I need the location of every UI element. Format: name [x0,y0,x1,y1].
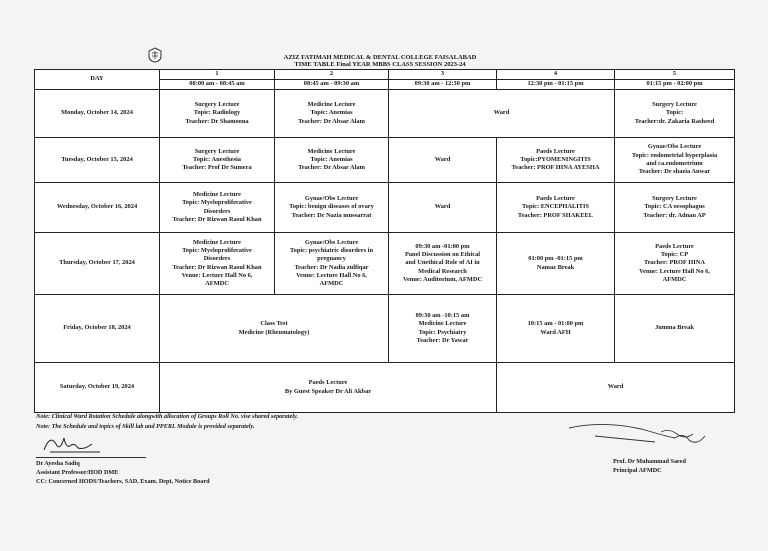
col-3-time: 09:30 am - 12:30 pm [389,80,497,90]
cell-line: Medicine (Rheumatology) [238,328,310,336]
cell-line: Panel Discussion on Ethical [404,251,481,258]
day-cell: Saturday, October 19, 2024 [35,363,160,413]
cell-line: Gynae/Obs Lecture [647,143,702,151]
cell-line: Jumma Break [655,324,694,332]
row-tuesday [35,138,735,183]
cell-line: Teacher: Dr Nazia mussarrat [291,211,372,219]
timetable-title: TIME TABLE Final YEAR MBBS CLASS SESSION 2023-24 [294,61,466,68]
schedule-cell [615,233,735,295]
schedule-cell [275,233,389,295]
cell-line: Paeds Lecture [536,147,575,155]
schedule-cell [615,138,735,183]
schedule-cell [389,233,497,295]
schedule-cell [497,183,615,233]
cell-line: Ward [493,109,510,117]
row-monday [35,90,735,138]
cell-line: Teacher: Dr Rizwan Rasul Khan [172,263,262,271]
timetable [34,69,735,413]
schedule-cell [160,295,389,363]
cell-line: Teacher: Prof Dr Sumera [182,164,252,172]
cell-line: Teacher: Dr Rizwan Rasul Khan [172,215,262,223]
cell-line: Topic: Psychiatry [418,328,467,336]
col-2-time: 08:45 am - 09:30 am [275,80,389,90]
cell-line: Ward [434,203,451,211]
schedule-cell [389,90,615,138]
cell-line: Namaz Break [536,263,575,271]
day-cell: Thursday, October 17, 2024 [35,233,160,295]
header-row-numbers [35,70,735,80]
col-5-number: 5 [615,70,735,80]
schedule-cell [615,90,735,138]
schedule-cell [389,138,497,183]
cell-line: Paeds Lecture [655,242,694,250]
cell-line: Disorders [203,255,231,263]
cell-line: AFMDC [205,280,229,288]
cell-line: Medicine Lecture [307,101,356,108]
cell-line: Topic: Anemias [310,155,353,163]
cell-line: Teacher:dr. Zakaria Rasheed [634,117,715,125]
cell-line: Topic: CP [660,251,689,258]
schedule-cell [275,138,389,183]
row-wednesday [35,183,735,233]
signer-name: Dr Ayesha Sadiq [36,460,80,467]
day-cell: Friday, October 18, 2024 [35,295,160,363]
row-thursday [35,233,735,295]
col-5-time: 01:15 pm - 02:00 pm [615,80,735,90]
cell-line: Medicine Lecture [307,147,356,155]
cell-line: AFMDC [319,280,344,288]
principal-designation: Principal AFMDC [613,467,662,474]
cell-line: Topic: Myeloproliferative [182,199,252,207]
cell-line: Topic: [665,109,684,117]
cell-line: By Guest Speaker Dr Ali Akbar [284,387,372,395]
footer-left [36,457,210,486]
schedule-cell [160,363,497,413]
cell-line: Topic: endometrial hyperplasia [631,151,718,159]
cell-line: Paeds Lecture [536,195,575,202]
cell-line: Topic: Myeloproliferative [182,246,252,254]
schedule-cell [497,233,615,295]
cell-line: Teacher: PROF HINA [644,259,705,267]
signature-line [36,457,146,458]
schedule-cell [160,183,275,233]
cell-line: Topic: Radiology [193,109,241,117]
schedule-cell [497,363,735,413]
schedule-cell [615,183,735,233]
schedule-cell [497,295,615,363]
col-3-number: 3 [389,70,497,80]
cell-line: and Unethical Role of AI in [405,259,480,267]
day-header: DAY [35,70,160,90]
signer-designation: Assistant Professor/HOD DME [36,469,119,476]
schedule-cell [160,138,275,183]
cell-line: Paeds Lecture [308,379,348,387]
schedule-cell [615,295,735,363]
cell-line: Ward [434,155,451,163]
col-4-number: 4 [497,70,615,80]
note-ward-rotation: Note: Clinical Ward Rotation Schedule alongwith allocation of Groups Roll No. vise shared separately. [36,413,299,420]
cell-line: Topic: ENCEPHALITIS [521,203,590,211]
cell-line: Topic: Anemias [310,109,353,117]
row-saturday [35,363,735,413]
cell-line: Ward [607,383,624,391]
cell-line: Venue: Lecture Hall No 6, [181,271,253,279]
cell-line: Medicine Lecture [193,190,241,198]
cell-line: Venue: Auditorium, AFMDC [402,275,483,283]
footer-right [613,457,686,475]
schedule-cell [497,138,615,183]
cell-line: Teacher: Dr Shamoona [185,117,249,125]
schedule-cell [275,183,389,233]
cell-line: 10:15 am - 01:00 pm [527,320,584,328]
cc-line: CC: Concerned HODS/Teachers, SAD, Exam. Dept, Notice Board [36,478,210,485]
college-name: AZIZ FATIMAH MEDICAL & DENTAL COLLEGE FAISALABAD [283,54,477,61]
cell-line: Medical Research [418,267,467,275]
cell-line: 09:30 am -10:15 am [415,311,470,319]
day-cell: Tuesday, October 15, 2024 [35,138,160,183]
cell-line: Teacher: Dr Yawar [416,336,469,344]
cell-line: Venue: Lecture Hall No 6, [296,271,367,279]
cell-line: Teacher: Dr Absar Alam [298,164,365,172]
cell-line: Surgery Lecture [194,101,240,108]
day-cell: Monday, October 14, 2024 [35,90,160,138]
schedule-cell [160,90,275,138]
cell-line: Teacher: Dr Nadia zulfiqar [294,263,369,271]
col-4-time: 12:30 pm - 01:15 pm [497,80,615,90]
cell-line: Teacher: Dr shazia Anwar [638,168,711,176]
col-2-number: 2 [275,70,389,80]
signature-right-icon [565,418,715,454]
schedule-cell [389,183,497,233]
cell-line: Disorders [203,207,231,215]
cell-line: Venue: Lecture Hall No 6, [639,267,710,275]
cell-line: Gynae/Obs Lecture [304,195,359,202]
cell-line: Topic:PYOMENINGITIS [520,155,591,163]
cell-line: Medicine Lecture [193,238,241,246]
cell-line: Topic: psychiatric disorders in [289,246,374,254]
cell-line: Surgery Lecture [652,101,697,108]
schedule-cell [275,90,389,138]
note-skill-lab: Note: The Schedule and topics of Skill lab and PPERL Module is provided separately. [36,423,255,430]
schedule-cell [160,233,275,295]
notes [36,412,298,432]
principal-name: Prof. Dr Muhammad Saeed [613,458,686,465]
cell-line: Medicine Lecture [418,320,467,328]
cell-line: Teacher: dr. Adnan AP [643,211,706,219]
cell-line: Surgery Lecture [194,147,240,155]
row-friday [35,295,735,363]
signature-left-icon [40,430,110,456]
col-1-number: 1 [160,70,275,80]
cell-line: Gynae/Obs Lecture [304,238,359,246]
cell-line: Teacher: Dr Absar Alam [298,117,365,125]
cell-line: Topic: benign diseases of ovary [289,203,374,211]
cell-line: Teacher: PROF SHAKEEL [517,211,594,219]
cell-line: 09:30 am -01:00 pm [415,242,470,250]
cell-line: Teacher: PROF HINA AYESHA [511,164,600,172]
cell-line: Surgery Lecture [652,195,697,202]
day-cell: Wednesday, October 16, 2024 [35,183,160,233]
cell-line: Class Test [260,320,288,328]
cell-line: Topic: Anesthesia [193,155,241,163]
cell-line: and ca.endometrium [646,160,703,167]
cell-line: Topic: CA oesophagus [644,203,705,211]
schedule-cell [389,295,497,363]
cell-line: pregnancy [317,255,346,263]
college-logo-icon [147,47,163,63]
col-1-time: 08:00 am - 08:45 am [160,80,275,90]
cell-line: Ward AFH [540,328,571,336]
cell-line: 01:00 pm -01:15 pm [528,255,583,263]
cell-line: AFMDC [662,275,687,283]
